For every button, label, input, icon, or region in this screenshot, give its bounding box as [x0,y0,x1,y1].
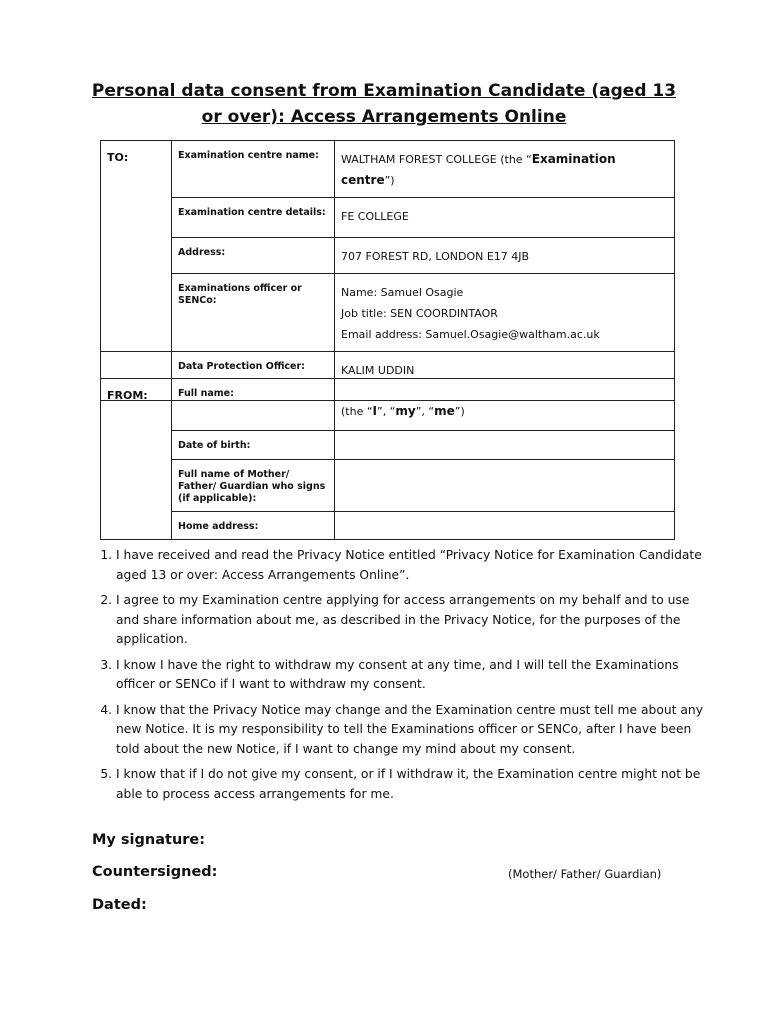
officer-name: Name: Samuel Osagie [341,286,464,299]
guardian-label: Full name of Mother/ Father/ Guardian who signs (if applicable): [172,460,335,512]
centre-details-value: FE COLLEGE [335,198,675,238]
page-title: Personal data consent from Examination Candidate (aged 13 or over): Access Arrangements Online [91,81,677,127]
dpo-label: Data Protection Officer: [172,352,335,401]
statement-2: 2. I agree to my Examination centre applying for access arrangements on my behalf and to use and share information about me, as described in the Privacy Notice, for the purposes of the application. [116,591,706,650]
statement-1: 1. I have received and read the Privacy Notice entitled “Privacy Notice for Examination Candidate aged 13 or over: Access Arrangements Online”. [116,546,706,585]
address-label: Address: [172,238,335,274]
officer-label: Examinations officer or SENCo: [172,274,335,352]
address-value: 707 FOREST RD, LONDON E17 4JB [335,238,675,274]
my-signature-label: My signature: [92,832,206,848]
centre-name-value: WALTHAM FOREST COLLEGE (the “Examination centre”) [335,141,675,198]
full-name-field[interactable]: (the “I”, “my”, “me”) [335,379,675,431]
guardian-field[interactable] [335,460,675,512]
home-address-label: Home address: [172,512,335,540]
statement-4: 4. I know that the Privacy Notice may change and the Examination centre must tell me about any new Notice. It is my responsibility to tell the Examinations officer or SENCo, after I have been told about the new Notice, if I want to change my mind about my consent. [116,701,706,760]
dpo-value: KALIM UDDIN [335,352,675,401]
dob-label: Date of birth: [172,431,335,460]
from-label: FROM: [101,379,172,540]
from-table [100,378,675,540]
statement-3: 3. I know I have the right to withdraw my consent at any time, and I will tell the Examinations officer or SENCo if I want to withdraw my consent. [116,656,706,695]
officer-email: Email address: Samuel.Osagie@waltham.ac.uk [341,328,600,341]
full-name-label: Full name: [172,379,335,431]
home-address-field[interactable] [335,512,675,540]
countersigned-label: Countersigned: [92,864,218,880]
consent-statements [92,546,706,810]
officer-job: Job title: SEN COORDINTAOR [341,307,498,320]
centre-details-label: Examination centre details: [172,198,335,238]
dob-field[interactable] [335,431,675,460]
to-table [100,140,675,401]
dated-label: Dated: [92,897,147,913]
statement-5: 5. I know that if I do not give my consent, or if I withdraw it, the Examination centre might not be able to process access arrangements for me. [116,765,706,804]
countersigned-note: (Mother/ Father/ Guardian) [508,867,662,881]
to-label: TO: [101,141,172,352]
officer-value [335,274,675,352]
centre-name-label: Examination centre name: [172,141,335,198]
